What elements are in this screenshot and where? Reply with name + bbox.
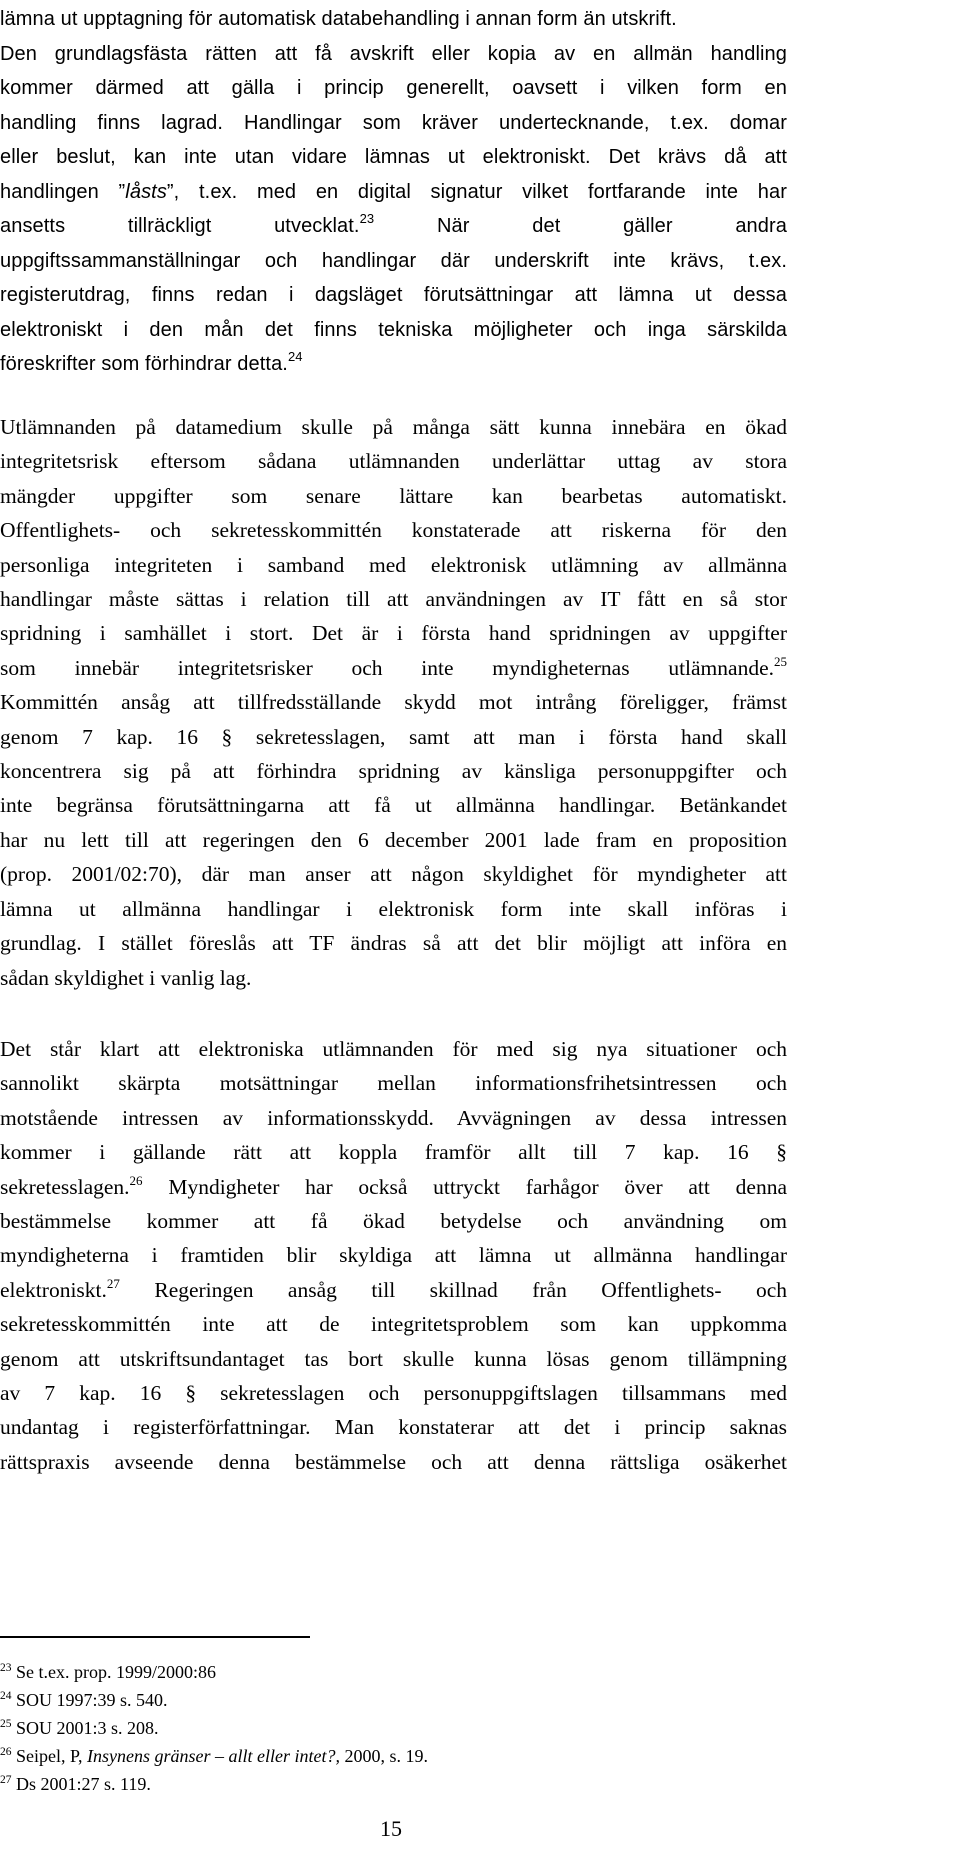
text-line: elektroniskt i den mån det finns tekniska möjligheter och inga särskilda [0, 318, 787, 341]
text-line: genom 7 kap. 16 § sekretesslagen, samt att man i första hand skall [0, 724, 787, 749]
text-line: som innebär integritetsrisker och inte myndigheternas utlämnande.$^{25}$ [0, 653, 787, 680]
footnote-ref: 23 [359, 211, 375, 226]
paragraph-2 [0, 410, 787, 995]
text-line: personliga integriteten i samband med elektronisk utlämning av allmänna [0, 552, 787, 577]
text-line: Offentlighets- och sekretesskommittén konstaterade att riskerna för den [0, 518, 787, 543]
text-line: grundlag. I stället föreslås att TF ändras så att det blir möjligt att införa en [0, 931, 787, 956]
text-line: lämna ut upptagning för automatisk databehandling i annan form än utskrift. [0, 8, 677, 30]
footnotes [0, 1658, 428, 1798]
text-line: integritetsrisk eftersom sådana utlämnanden underlättar uttag av stora [0, 449, 787, 474]
text-line: föreskrifter som förhindrar detta.$^{24}$ [0, 349, 303, 375]
text-line: bestämmelse kommer att få ökad betydelse och användning om [0, 1209, 787, 1234]
text-line: handling finns lagrad. Handlingar som kräver undertecknande, t.ex. domar [0, 111, 787, 134]
text-line: handlingar måste sättas i relation till att användningen av IT fått en så stor [0, 587, 787, 612]
footnote-ref: 27 [106, 1275, 120, 1291]
text-line: genom att utskriftsundantaget tas bort skulle kunna lösas genom tillämpning [0, 1346, 787, 1371]
text-line: sekretesskommittén inte att de integritetsproblem som kan uppkomma [0, 1312, 787, 1337]
text-line: Den grundlagsfästa rätten att få avskrift eller kopia av en allmän handling [0, 42, 787, 65]
text-line: undantag i registerförfattningar. Man konstaterar att det i princip saknas [0, 1415, 787, 1440]
text-line: uppgiftssammanställningar och handlingar där underskrift inte krävs, t.ex. [0, 249, 787, 272]
text-line: registerutdrag, finns redan i dagsläget förutsättningar att lämna ut dessa [0, 284, 787, 306]
text-line: sannolikt skärpta motsättningar mellan informationsfrihetsintressen och [0, 1071, 787, 1096]
text-line: ansetts tillräckligt utvecklat.$^{23}$ När det gäller andra [0, 211, 787, 237]
text-line: spridning i samhället i stort. Det är i första hand spridningen av uppgifter [0, 621, 787, 646]
text-line: kommer därmed att gälla i princip generellt, oavsett i vilken form en [0, 77, 787, 99]
footnote: $^{25}$ SOU 2001:3 s. 208. [0, 1718, 159, 1738]
footnote-ref: 26 [129, 1172, 143, 1188]
footnote: $^{27}$ Ds 2001:27 s. 119. [0, 1774, 151, 1794]
text-line: eller beslut, kan inte utan vidare lämnas ut elektroniskt. Det krävs då att [0, 146, 787, 168]
page-number: 15 [380, 1816, 402, 1841]
text-line: av 7 kap. 16 § sekretesslagen och personuppgiftslagen tillsammans med [0, 1381, 787, 1406]
paragraph-3 [0, 1032, 787, 1479]
text-line: har nu lett till att regeringen den 6 december 2001 lade fram en proposition [0, 827, 787, 852]
footnote-ref: 24 [287, 349, 303, 364]
text-line: Kommittén ansåg att tillfredsställande skydd mot intrång föreligger, främst [0, 690, 787, 715]
footnote-ref: 25 [774, 653, 787, 669]
footnote: $^{26}$ Seipel, P, Insynens gränser – allt eller intet?, 2000, s. 19. [0, 1746, 428, 1766]
text-line: rättspraxis avseende denna bestämmelse och att denna rättsliga osäkerhet [0, 1449, 787, 1474]
footnote: $^{23}$ Se t.ex. prop. 1999/2000:86 [0, 1662, 216, 1682]
text-line: Utlämnanden på datamedium skulle på många sätt kunna innebära en ökad [0, 415, 787, 439]
text-line: myndigheterna i framtiden blir skyldiga att lämna ut allmänna handlingar [0, 1243, 787, 1268]
text-line: sekretesslagen.$^{26}$ Myndigheter har också uttryckt farhågor över att denna [0, 1172, 787, 1199]
text-line: elektroniskt.$^{27}$ Regeringen ansåg till skillnad från Offentlighets- och [0, 1275, 787, 1302]
footnote: $^{24}$ SOU 1997:39 s. 540. [0, 1690, 168, 1710]
paragraph-1 [0, 2, 787, 382]
text-line: lämna ut allmänna handlingar i elektronisk form inte skall införas i [0, 896, 787, 921]
text-line: Det står klart att elektroniska utlämnanden för med sig nya situationer och [0, 1037, 787, 1061]
text-line: inte begränsa förutsättningarna att få ut allmänna handlingar. Betänkandet [0, 793, 787, 818]
text-line: motstående intressen av informationsskydd. Avvägningen av dessa intressen [0, 1105, 787, 1130]
text-line: koncentrera sig på att förhindra spridning av känsliga personuppgifter och [0, 759, 787, 784]
footnote-separator [0, 1636, 310, 1638]
text-line: mängder uppgifter som senare lättare kan bearbetas automatiskt. [0, 483, 787, 508]
italic-word: låsts [125, 180, 167, 203]
text-line: kommer i gällande rätt att koppla framför allt till 7 kap. 16 § [0, 1140, 787, 1165]
text-line: handlingen ”låsts”, t.ex. med en digital signatur vilket fortfarande inte har [0, 180, 787, 203]
text-line: (prop. 2001/02:70), där man anser att någon skyldighet för myndigheter att [0, 862, 787, 887]
text-line: sådan skyldighet i vanlig lag. [0, 965, 252, 990]
